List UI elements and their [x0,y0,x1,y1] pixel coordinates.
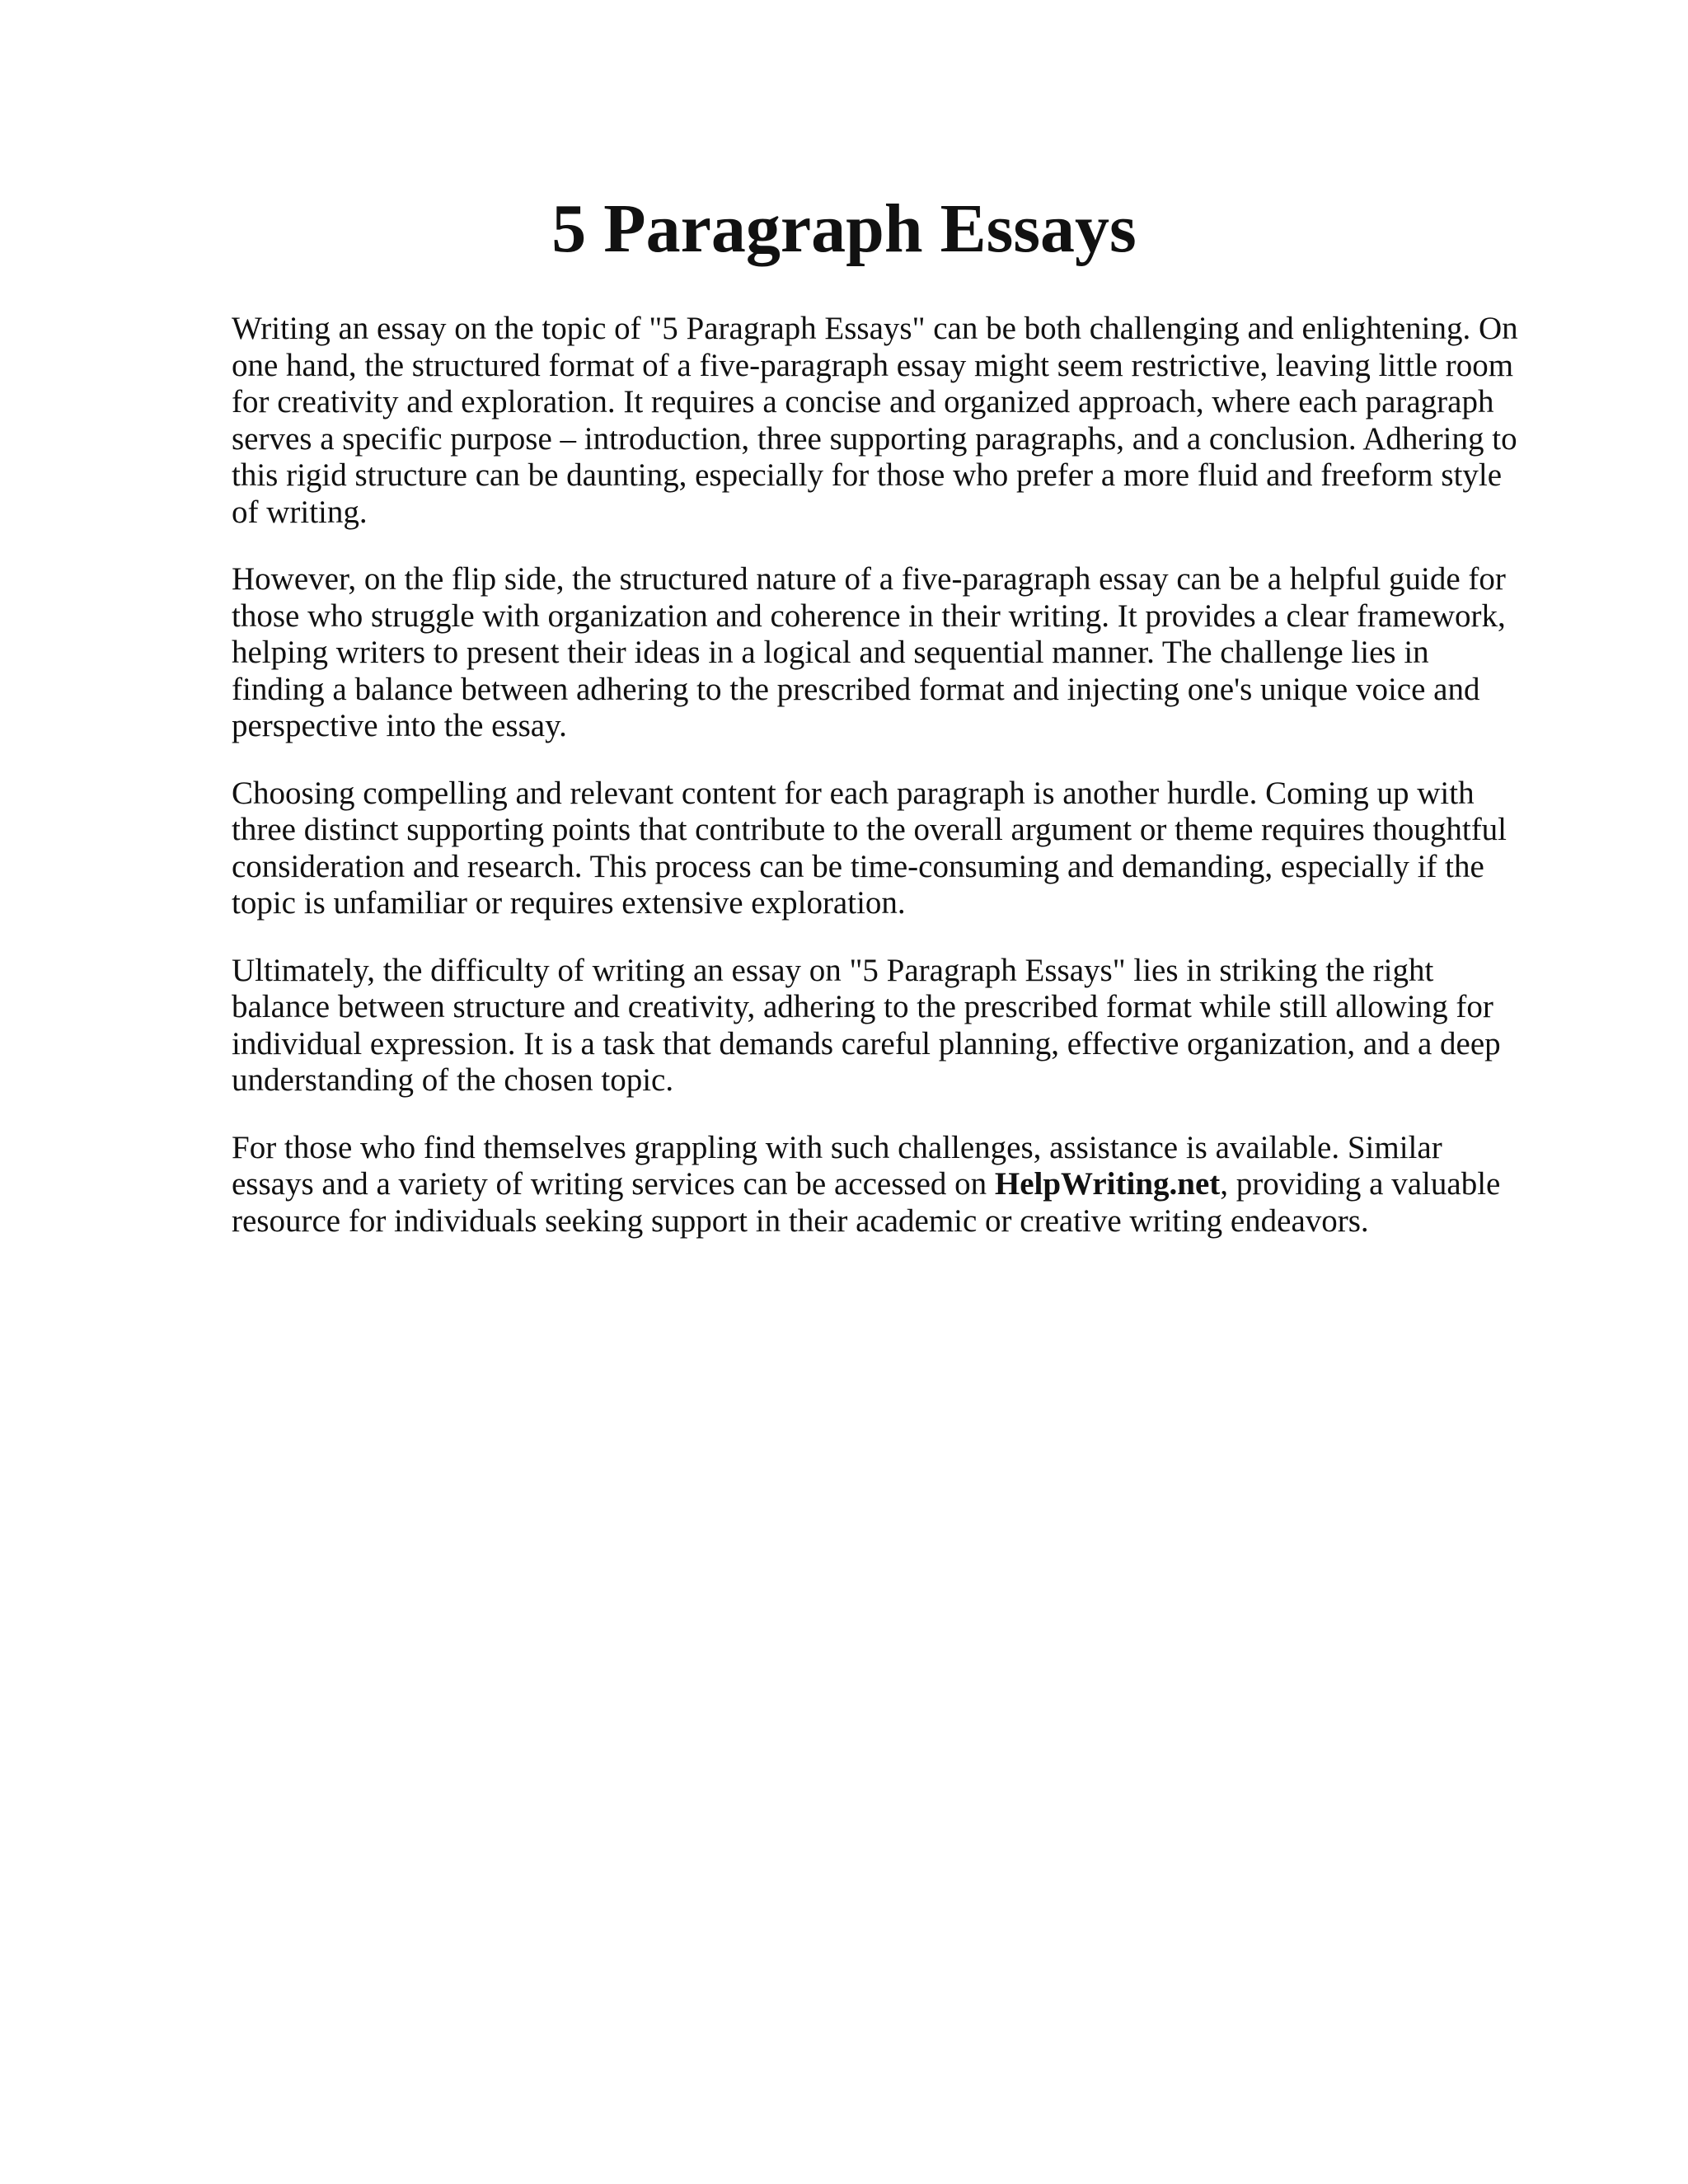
paragraph-line: However, on the flip side, the structured nature of a five-paragraph essay can be a helpful guide for [232,561,1506,597]
paragraph-line: resource for individuals seeking support in their academic or creative writing endeavors. [232,1202,1369,1239]
paragraph-5 [232,1130,1550,1240]
paragraph-line: topic is unfamiliar or requires extensive exploration. [232,885,906,921]
paragraph-line: for creativity and exploration. It requires a concise and organized approach, where each paragraph [232,384,1494,419]
paragraph-line: one hand, the structured format of a five-paragraph essay might seem restrictive, leaving little room [232,347,1514,383]
paragraph-line: this rigid structure can be daunting, especially for those who prefer a more fluid and freeform style [232,457,1503,493]
paragraph-line: those who struggle with organization and coherence in their writing. It provides a clear framework, [232,598,1506,634]
paragraph-line: serves a specific purpose – introduction, three supporting paragraphs, and a conclusion. Adhering to [232,420,1517,457]
paragraph-line: finding a balance between adhering to the prescribed format and injecting one's unique voice and [232,671,1480,707]
line-text-after-link: , providing a valuable [1220,1166,1501,1202]
paragraph-line: individual expression. It is a task that demands careful planning, effective organization, and a deep [232,1025,1501,1062]
paragraph-line: three distinct supporting points that contribute to the overall argument or theme requires thoughtful [232,812,1507,847]
paragraph-line: consideration and research. This process can be time-consuming and demanding, especially if the [232,848,1484,884]
paragraph-4 [232,953,1550,1099]
document-title: 5 Paragraph Essays [551,190,1137,267]
paragraph-line: balance between structure and creativity, adhering to the prescribed format while still allowing for [232,989,1493,1024]
helpwriting-link[interactable]: HelpWriting.net [994,1166,1221,1202]
paragraph-1 [232,311,1550,531]
document-body [232,311,1550,1270]
paragraph-line: For those who find themselves grappling with such challenges, assistance is available. Similar [232,1129,1442,1165]
paragraph-line: Writing an essay on the topic of "5 Paragraph Essays" can be both challenging and enlightening. On [232,311,1518,346]
paragraph-2 [232,561,1550,745]
paragraph-line: understanding of the chosen topic. [232,1062,674,1098]
paragraph-line: Ultimately, the difficulty of writing an essay on "5 Paragraph Essays" lies in striking the right [232,952,1434,988]
paragraph-line: of writing. [232,494,368,530]
paragraph-line: Choosing compelling and relevant content for each paragraph is another hurdle. Coming up with [232,775,1475,811]
paragraph-line: perspective into the essay. [232,708,567,743]
paragraph-line-with-link [232,1166,1550,1203]
line-text-before-link: essays and a variety of writing services can be accessed on [232,1166,995,1202]
paragraph-line: helping writers to present their ideas in a logical and sequential manner. The challenge lies in [232,635,1429,670]
paragraph-3 [232,776,1550,922]
